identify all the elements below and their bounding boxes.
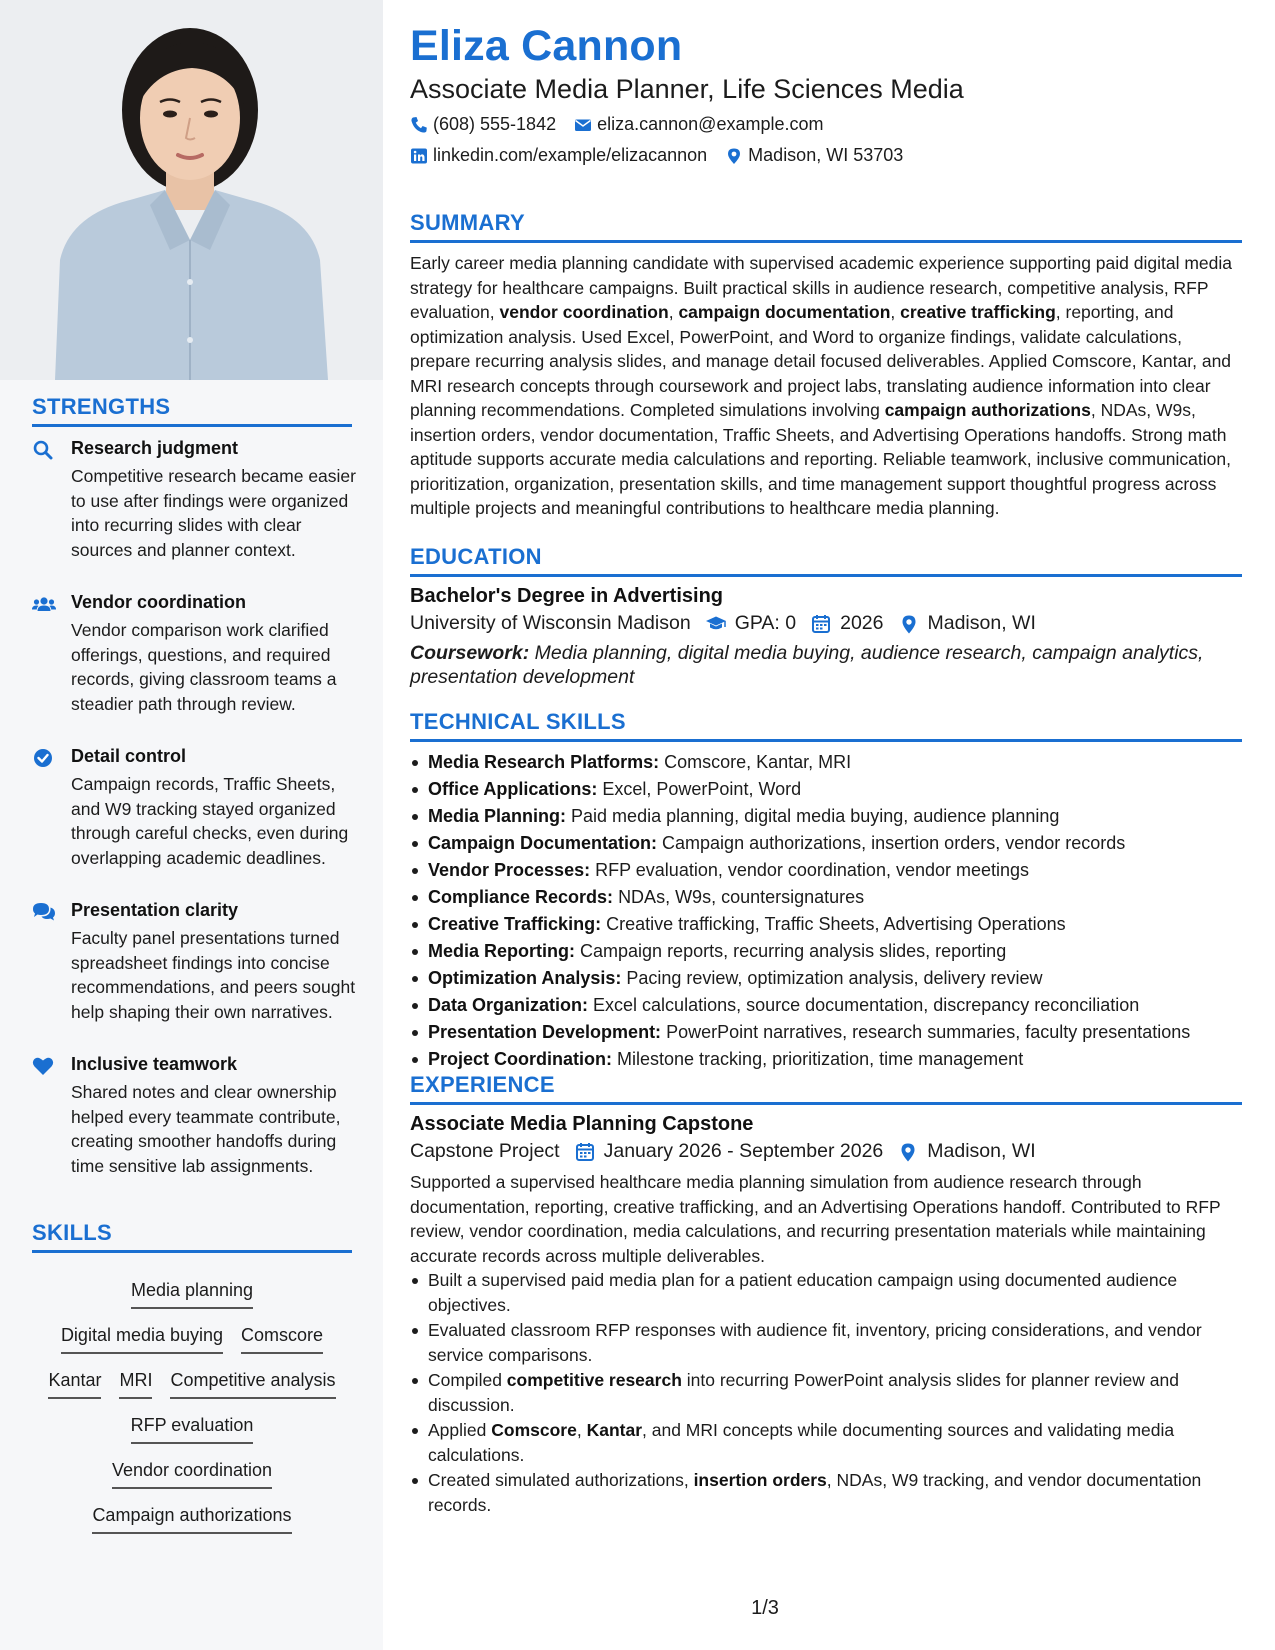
strength-title: Research judgment [71,438,239,458]
strength-text: Shared notes and clear ownership helped every teammate contribute, creating smoother handoffs during time sensitive lab assignments. [71,1082,341,1176]
chip-row [32,1505,352,1534]
coursework-text: Media planning, digital media buying, audience research, campaign analytics, presentation development [410,642,1204,688]
list-item: Built a supervised paid media plan for a patient education campaign using documented audience objectives. [410,1268,1242,1317]
users-icon [32,594,56,614]
job-title: Associate Media Planner, Life Sciences Media [410,74,964,104]
calendar-icon [574,1142,596,1162]
list-item [410,911,1242,938]
contact-row [410,145,903,166]
strengths-heading: STRENGTHS [32,394,352,427]
skill-label: Media Research Platforms: [428,752,660,772]
email-contact[interactable] [574,114,823,135]
chip-row [32,1325,352,1354]
skill-chip: Vendor coordination [112,1460,272,1489]
skill-label: Office Applications: [428,779,598,799]
gpa-item [705,612,796,635]
dates-item [574,1140,884,1163]
school-name [410,612,691,635]
education-section [410,544,1242,689]
list-item: Compiled competitive research into recurring PowerPoint analysis slides for planner review and discussion. [410,1368,1242,1417]
skill-chip: MRI [119,1370,152,1399]
list-item [410,749,1242,776]
school-text: University of Wisconsin Madison [410,612,691,634]
skill-label: Presentation Development: [428,1022,662,1042]
list-item [410,1046,1242,1073]
skill-value: Campaign reports, recurring analysis slides, reporting [580,941,1007,961]
list-item: Evaluated classroom RFP responses with audience fit, inventory, pricing considerations, and vendor service comparisons. [410,1318,1242,1367]
education-meta [410,612,1242,635]
skill-value: Creative trafficking, Traffic Sheets, Advertising Operations [606,914,1066,934]
chip-row [32,1280,352,1309]
portrait-illustration [0,0,383,380]
list-item [410,830,1242,857]
comments-icon [32,902,56,922]
list-item [410,965,1242,992]
contact-row [410,114,823,135]
education-heading: EDUCATION [410,544,1242,577]
skill-value: PowerPoint narratives, research summaries, faculty presentations [666,1022,1191,1042]
list-item [410,776,1242,803]
calendar-icon [810,614,832,634]
coursework-label: Coursework: [410,642,530,664]
location-text: Madison, WI 53703 [748,145,904,165]
list-item [410,938,1242,965]
experience-description: Supported a supervised healthcare media planning simulation from audience research through documentation, reporting, creative trafficking, and an Advertising Operations handoff. Contributed to RFP review, vendor coordination, media calculations, and recurring presentation materials while maintaining accurate records across multiple deliverables. [410,1172,1221,1266]
map-pin-icon [898,614,920,634]
strength-title: Vendor coordination [71,592,247,612]
map-pin-icon [897,1142,919,1162]
skill-label: Data Organization: [428,995,589,1015]
chip-row [32,1370,352,1399]
skill-label: Compliance Records: [428,887,614,907]
skill-value: RFP evaluation, vendor coordination, vendor meetings [595,860,1030,880]
strength-title: Inclusive teamwork [71,1054,238,1074]
heart-icon [32,1056,56,1076]
list-item [410,884,1242,911]
strength-text: Competitive research became easier to use after findings were organized into recurring slides with clear sources and planner context. [71,466,356,560]
skill-chip: Media planning [131,1280,253,1309]
chip-row [32,1460,352,1489]
list-item: Created simulated authorizations, insertion orders, NDAs, W9 tracking, and vendor documentation records. [410,1468,1242,1517]
linkedin-contact[interactable] [410,145,707,166]
summary-section [410,210,1242,521]
strength-text: Faculty panel presentations turned spreadsheet findings into concise recommendations, and peers sought help shaping their own narratives. [71,928,356,1022]
linkedin-text: linkedin.com/example/elizacannon [433,145,708,165]
phone-icon [410,116,428,134]
summary-heading: SUMMARY [410,210,1242,243]
edu-location-text: Madison, WI [927,612,1036,634]
envelope-icon [574,116,592,134]
edu-location-item [898,612,1036,635]
list-item: Applied Comscore, Kantar, and MRI concepts while documenting sources and validating media calculations. [410,1418,1242,1467]
org-text: Capstone Project [410,1140,560,1162]
skill-value: Milestone tracking, prioritization, time management [617,1049,1024,1069]
skill-value: Comscore, Kantar, MRI [664,752,852,772]
skill-label: Project Coordination: [428,1049,612,1069]
gpa-text: GPA: 0 [734,612,797,634]
skill-value: Pacing review, optimization analysis, delivery review [626,968,1043,988]
technical-skills-section [410,709,1242,1073]
experience-heading: EXPERIENCE [410,1072,1242,1105]
summary-text: Early career media planning candidate with supervised academic experience supporting paid digital media strategy for healthcare campaigns. Built practical skills in audience research, competitive analysis, RFP evaluation, vendor coordination, campaign documentation, creative trafficking, reporting, and optimization analysis. Used Excel, PowerPoint, and Word to organize findings, validate calculations, prepare recurring analysis slides, and manage detail focused deliverables. Applied Comscore, Kantar, and MRI research concepts through coursework and project labs, translating audience information into clear planning recommendations. Completed simulations involving campaign authorizations, NDAs, W9s, insertion orders, vendor documentation, Traffic Sheets, and Advertising Operations handoffs. Strong math aptitude supports accurate media calculations and reporting. Reliable teamwork, inclusive communication, prioritization, organization, presentation skills, and time management support thoughtful progress across multiple projects and meaningful contributions to healthcare media planning. [410,253,1233,518]
skill-label: Media Reporting: [428,941,575,961]
list-item [410,857,1242,884]
sidebar [0,0,383,1650]
exp-location-text: Madison, WI [927,1140,1036,1162]
skill-value: Excel, PowerPoint, Word [602,779,802,799]
skill-value: Excel calculations, source documentation, discrepancy reconciliation [593,995,1140,1015]
strength-text: Vendor comparison work clarified offerings, questions, and required records, giving classroom teams a steadier path through review. [71,620,337,714]
skill-label: Creative Trafficking: [428,914,602,934]
skill-chip: Competitive analysis [170,1370,335,1399]
skill-value: Paid media planning, digital media buying, audience planning [571,806,1060,826]
candidate-name: Eliza Cannon [410,22,683,70]
phone-contact [410,114,556,135]
phone-text: (608) 555-1842 [433,114,557,134]
list-item [410,992,1242,1019]
technical-skills-list [410,749,1242,1073]
strength-text: Campaign records, Traffic Sheets, and W9 tracking stayed organized through careful checks, even during overlapping academic deadlines. [71,774,349,868]
strength-title: Presentation clarity [71,900,239,920]
skill-label: Campaign Documentation: [428,833,658,853]
emphasis-text: insertion orders [693,1470,827,1490]
experience-meta [410,1140,1242,1163]
skills-heading: SKILLS [32,1220,352,1253]
emphasis-text: campaign authorizations [884,400,1091,420]
emphasis-text: Kantar [586,1420,643,1440]
emphasis-text: creative trafficking [900,302,1056,322]
linkedin-icon [410,147,428,165]
check-circle-icon [32,748,56,768]
year-text: 2026 [840,612,884,634]
skill-chip: Kantar [48,1370,101,1399]
skill-label: Optimization Analysis: [428,968,622,988]
skill-value: NDAs, W9s, countersignatures [618,887,865,907]
email-text: eliza.cannon@example.com [597,114,824,134]
experience-bullets [410,1268,1242,1517]
location-contact [725,145,903,166]
map-pin-icon [725,147,743,165]
coursework [410,641,1242,689]
strengths-section [32,394,356,1176]
degree-title: Bachelor's Degree in Advertising [410,585,723,607]
list-item [410,803,1242,830]
page-number: 1/3 [751,1597,779,1619]
strength-title: Detail control [71,746,187,766]
emphasis-text: competitive research [506,1370,682,1390]
profile-photo [0,0,383,380]
org-item [410,1140,560,1163]
skill-chip: Comscore [241,1325,323,1354]
search-icon [32,440,56,460]
chip-row [32,1415,352,1444]
skill-label: Media Planning: [428,806,567,826]
skill-chip: Digital media buying [61,1325,223,1354]
skills-section [32,1220,352,1525]
emphasis-text: Comscore [491,1420,577,1440]
skill-label: Vendor Processes: [428,860,591,880]
skill-value: Campaign authorizations, insertion orders, vendor records [662,833,1126,853]
emphasis-text: vendor coordination [499,302,669,322]
exp-location-item [897,1140,1035,1163]
skill-chip: RFP evaluation [131,1415,254,1444]
list-item [410,1019,1242,1046]
technical-skills-heading: TECHNICAL SKILLS [410,709,1242,742]
experience-section [410,1072,1242,1518]
graduation-cap-icon [705,614,727,634]
skill-chip: Campaign authorizations [92,1505,291,1534]
emphasis-text: campaign documentation [678,302,891,322]
year-item [810,612,883,635]
role-title: Associate Media Planning Capstone [410,1113,754,1135]
dates-text: January 2026 - September 2026 [603,1140,884,1162]
